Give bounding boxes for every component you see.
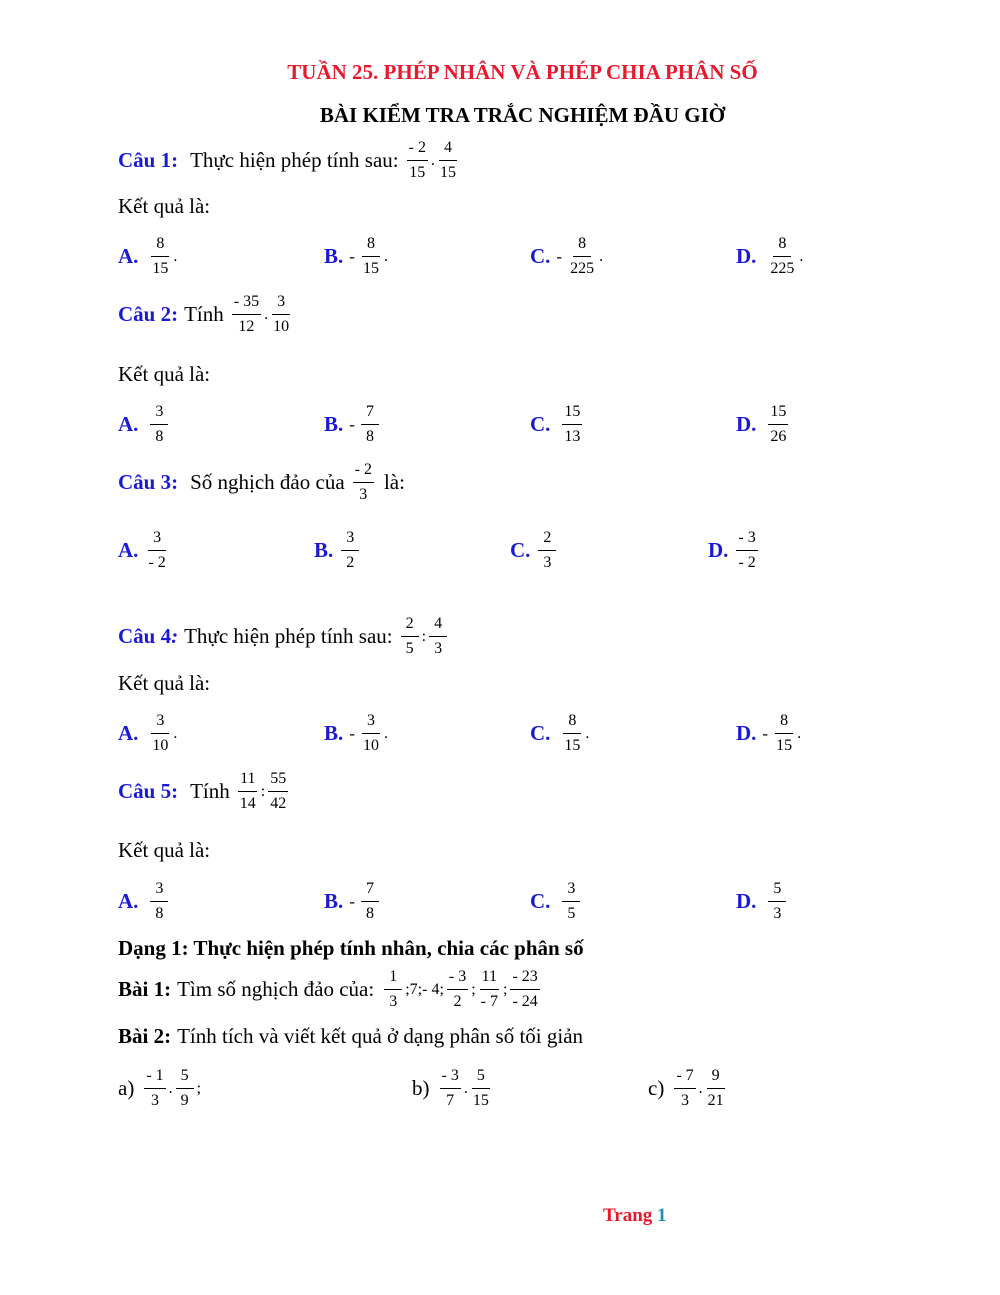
fraction: $\frac{11}{- 7}$ (480, 968, 498, 1010)
question-1: Câu 1: Thực hiện phép tính sau: $\frac{- 2}{15}$ . $\frac{4}{15}$ (118, 139, 456, 181)
answer-a[interactable]: A. $\frac{8}{15}$ . (118, 235, 178, 277)
answers-q3 (118, 530, 838, 580)
result-prompt: Kết quả là: (118, 194, 211, 218)
fraction: $\frac{- 2}{3}$ (354, 461, 372, 503)
answer-c[interactable]: C. $\frac{8}{15}$ . (530, 712, 590, 754)
result-prompt: Kết quả là: (118, 362, 211, 386)
result-prompt: Kết quả là: (118, 671, 211, 695)
answer-d[interactable]: D. $\frac{5}{3}$ (736, 881, 788, 922)
answer-d[interactable]: D. $\frac{- 3}{- 2}$ (708, 529, 756, 571)
answer-d[interactable]: D. $\frac{8}{225}$ . (736, 235, 804, 277)
fraction: $\frac{55}{42}$ (270, 770, 287, 812)
section-heading: Dạng 1: Thực hiện phép tính nhân, chia các phân số (118, 936, 584, 960)
exercise-text: Tìm số nghịch đảo của: (177, 977, 375, 1001)
fraction: $\frac{3}{10}$ (273, 293, 290, 335)
exercise-2 (118, 1024, 583, 1049)
answer-b[interactable]: B. - $\frac{7}{8}$ (324, 881, 381, 922)
exercise-label: Bài 1: (118, 977, 172, 1001)
page-title: TUẦN 25. PHÉP NHÂN VÀ PHÉP CHIA PHÂN SỐ (287, 60, 758, 84)
exercise-label: Bài 2: (118, 1024, 172, 1048)
answer-b[interactable]: B. $\frac{3}{2}$ (314, 530, 361, 571)
answers-q4 (118, 713, 838, 763)
exercise-text: Tính tích và viết kết quả ở dạng phân số tối giản (177, 1024, 584, 1048)
exercise-item-b: b) $\frac{- 3}{7}$ . $\frac{5}{15}$ (412, 1067, 489, 1109)
exercise-2-items (118, 1068, 758, 1124)
result-prompt: Kết quả là: (118, 838, 211, 862)
page-subtitle: BÀI KIỂM TRA TRẮC NGHIỆM ĐẦU GIỜ (319, 103, 726, 127)
question-text: Thực hiện phép tính sau: (184, 624, 393, 648)
question-text: Tính (184, 302, 224, 326)
answer-b[interactable]: B. - $\frac{7}{8}$ (324, 404, 381, 445)
question-text: Số nghịch đảo của (190, 470, 345, 494)
question-4: Câu 4 : Thực hiện phép tính sau: $\frac{2}{5}$ : $\frac{4}{3}$ (118, 616, 449, 657)
fraction: $\frac{4}{3}$ (429, 616, 447, 657)
fraction: $\frac{- 3}{2}$ (448, 968, 467, 1010)
question-3 (118, 462, 405, 503)
answer-c[interactable]: C. - $\frac{8}{225}$ . (530, 235, 604, 277)
question-text-end: là: (383, 470, 405, 494)
question-label: Câu 4 (118, 624, 172, 648)
question-label: Câu 3: (118, 470, 179, 494)
fraction: $\frac{11}{14}$ (239, 770, 256, 812)
question-label: Câu 5: (118, 779, 179, 803)
footer-label: Trang (603, 1205, 653, 1226)
question-text: Tính (190, 779, 230, 803)
question-label: Câu 2: (118, 302, 179, 326)
answer-b[interactable]: B. - $\frac{3}{10}$ . (324, 712, 388, 754)
fraction: $\frac{1}{3}$ (384, 969, 402, 1010)
answer-d[interactable]: D. $\frac{15}{26}$ (736, 403, 787, 445)
answer-c[interactable]: C. $\frac{3}{5}$ (530, 881, 582, 922)
answer-a[interactable]: A. $\frac{3}{8}$ (118, 404, 170, 445)
page-number: 1 (657, 1205, 667, 1226)
question-label: Câu 1: (118, 148, 179, 172)
fraction: $\frac{- 23}{- 24}$ (512, 968, 538, 1010)
answer-d[interactable]: D. - $\frac{8}{15}$ . (736, 712, 802, 754)
fraction: $\frac{4}{15}$ (439, 139, 456, 181)
exercise-1: Bài 1: Tìm số nghịch đảo của: $\frac{1}{3}$ ;7;- 4; $\frac{- 3}{2}$ ; $\frac{11}{- 7}$ ; $\frac{- 23}{- 24}$ (118, 968, 538, 1010)
question-2: Câu 2: Tính $\frac{- 35}{12}$ . $\frac{3}{10}$ (118, 293, 290, 335)
answer-a[interactable]: A. $\frac{3}{- 2}$ (118, 529, 166, 571)
answers-q1 (118, 236, 838, 286)
answer-c[interactable]: C. $\frac{2}{3}$ (510, 530, 558, 571)
question-5: Câu 5: Tính $\frac{11}{14}$ : $\frac{55}{42}$ (118, 770, 287, 812)
answer-b[interactable]: B. - $\frac{8}{15}$ . (324, 235, 388, 277)
answers-q2 (118, 404, 838, 454)
question-text: Thực hiện phép tính sau: (190, 148, 399, 172)
answer-c[interactable]: C. $\frac{15}{13}$ (530, 403, 581, 445)
page-footer (603, 1205, 667, 1227)
exercise-item-a: a) $\frac{- 1}{3}$ . $\frac{5}{9}$ ; (118, 1067, 202, 1109)
answers-q5 (118, 881, 838, 931)
exercise-item-c: c) $\frac{- 7}{3}$ . $\frac{9}{21}$ (648, 1067, 724, 1109)
fraction: $\frac{- 2}{15}$ (408, 139, 426, 181)
answer-a[interactable]: A. $\frac{3}{8}$ (118, 881, 170, 922)
fraction: $\frac{- 35}{12}$ (233, 293, 260, 335)
answer-a[interactable]: A. $\frac{3}{10}$ . (118, 712, 178, 754)
fraction: $\frac{2}{5}$ (401, 616, 419, 657)
